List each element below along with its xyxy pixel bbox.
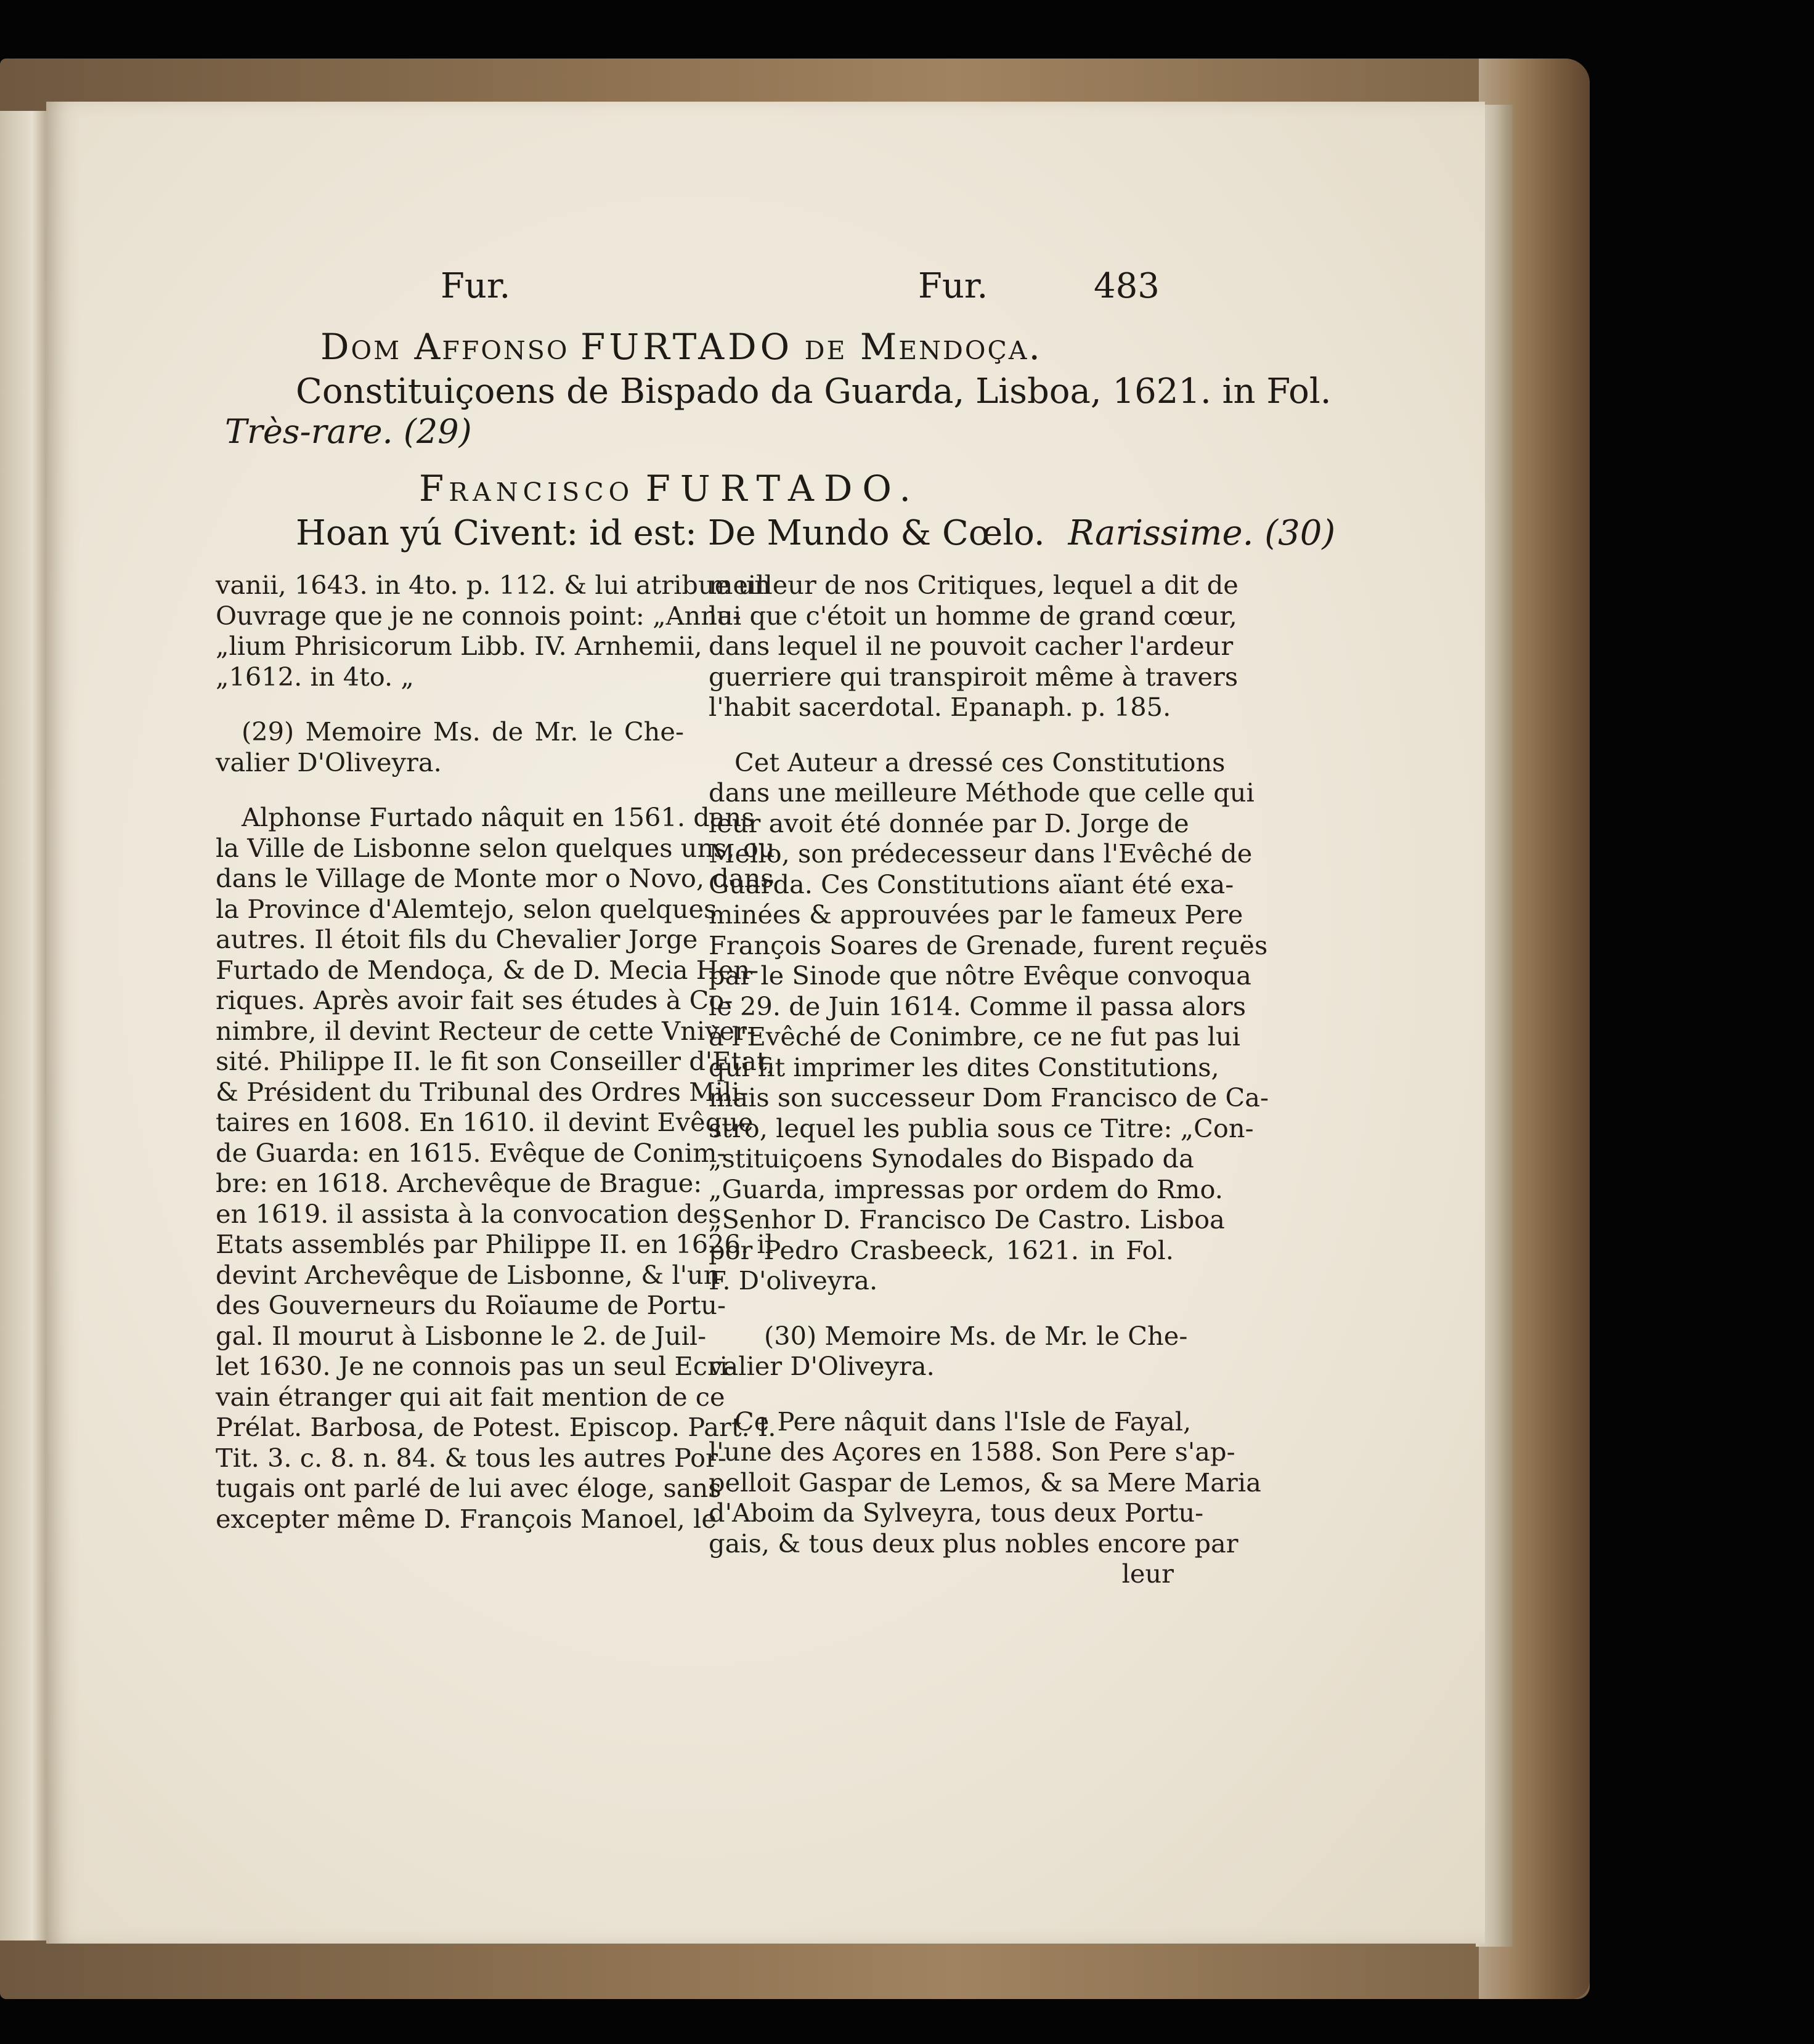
text-line: dans le Village de Monte mor o Novo, dans [216, 863, 774, 893]
text-line: Furtado de Mendoça, & de D. Mecia Hen- [216, 954, 759, 985]
text-line: dans une meilleure Méthode que celle qui [709, 777, 1255, 808]
text-line: sité. Philippe II. le fit son Conseiller d'Etat, [216, 1046, 775, 1076]
text-line: Prélat. Barbosa, de Potest. Episcop. Part. I. [216, 1412, 776, 1442]
text-line: mais son successeur Dom Francisco de Ca- [709, 1082, 1269, 1113]
text-line: Mello, son prédecesseur dans l'Evêché de [709, 838, 1253, 869]
entry2-work [296, 511, 1335, 556]
entry2-work-line: Hoan yú Civent: id est: De Mundo & Cœlo. [296, 513, 1045, 553]
text-line: vanii, 1643. in 4to. p. 112. & lui atribue un [216, 570, 771, 600]
text-line: meilleur de nos Critiques, lequel a dit de [709, 570, 1238, 600]
text-line: de Guarda: en 1615. Evêque de Conim- [216, 1137, 726, 1168]
text-line: des Gouverneurs du Roïaume de Portu- [216, 1290, 726, 1320]
text-line: Ce Pere nâquit dans l'Isle de Fayal, [734, 1406, 1192, 1437]
text-line: à l'Evêché de Conimbre, ce ne fut pas lui [709, 1021, 1240, 1052]
entry1-work-note: Très-rare. (29) [225, 412, 472, 451]
text-line: „Senhor D. Francisco De Castro. Lisboa [709, 1204, 1225, 1235]
text-line: por Pedro Crasbeeck, 1621. in Fol. [709, 1235, 1174, 1265]
catchword: leur [1121, 1559, 1174, 1589]
text-line: par le Sinode que nôtre Evêque convoqua [709, 960, 1251, 991]
text-line: autres. Il étoit fils du Chevalier Jorge [216, 924, 698, 954]
text-line: „lium Phrisicorum Libb. IV. Arnhemii, [216, 631, 702, 661]
text-line: „Guarda, impressas por ordem do Rmo. [709, 1174, 1223, 1204]
text-line: Etats assemblés par Philippe II. en 1626. il [216, 1229, 773, 1259]
text-line: l'habit sacerdotal. Epanaph. p. 185. [709, 692, 1171, 722]
page-number: 483 [1094, 266, 1160, 306]
text-line: d'Aboim da Sylveyra, tous deux Portu- [709, 1498, 1204, 1528]
text-line: gal. Il mourut à Lisbonne le 2. de Juil- [216, 1320, 707, 1351]
text-line: bre: en 1618. Archevêque de Brague: [216, 1168, 702, 1198]
text-line: pelloit Gaspar de Lemos, & sa Mere Maria [709, 1467, 1261, 1498]
footnote-30-line: (30) Memoire Ms. de Mr. le Che- [764, 1320, 1188, 1351]
text-line: Ouvrage que je ne connois point: „Anna- [216, 600, 741, 631]
entry2-title-name: FURTADO. [645, 468, 921, 509]
text-line: tugais ont parlé de lui avec éloge, sans [216, 1473, 722, 1503]
facing-page-edge [0, 111, 46, 1941]
text-line: Guarda. Ces Constitutions aïant été exa- [709, 869, 1234, 899]
text-line: riques. Après avoir fait ses études à Co- [216, 985, 733, 1015]
text-line: „stituiçoens Synodales do Bispado da [709, 1143, 1194, 1174]
text-line: en 1619. il assista à la convocation des [216, 1198, 722, 1229]
text-line: Tit. 3. c. 8. n. 84. & tous les autres Por- [216, 1442, 726, 1473]
text-line: vain étranger qui ait fait mention de ce [216, 1381, 725, 1412]
entry1-title-prefix: Dom Affonso [320, 326, 569, 368]
entry2-title [419, 465, 921, 512]
footnote-30-line: valier D'Oliveyra. [709, 1351, 935, 1381]
text-line: guerriere qui transpiroit même à travers [709, 661, 1238, 692]
text-line: leur avoit été donnée par D. Jorge de [709, 808, 1189, 838]
text-line: „1612. in 4to. „ [216, 661, 414, 692]
text-line: taires en 1608. En 1610. il devint Evêque [216, 1107, 754, 1137]
text-line: & Président du Tribunal des Ordres Mili- [216, 1076, 749, 1107]
text-line: minées & approuvées par le fameux Pere [709, 899, 1243, 930]
text-line: la Ville de Lisbonne selon quelques uns, ou [216, 832, 775, 863]
entry2-work-note: Rarissime. (30) [1068, 513, 1336, 553]
text-line: nimbre, il devint Recteur de cette Vniver- [216, 1015, 755, 1046]
entry1-title [320, 323, 1042, 370]
footnote-29-line: valier D'Oliveyra. [216, 747, 442, 777]
entry1-work-line: Constituiçoens de Bispado da Guarda, Lisboa, 1621. in Fol. [296, 371, 1332, 412]
text-line: François Soares de Grenade, furent reçuës [709, 930, 1268, 960]
footnote-29-line: (29) Memoire Ms. de Mr. le Che- [242, 716, 684, 747]
left-column [216, 570, 776, 1534]
text-line: qui fit imprimer les dites Constitutions, [709, 1052, 1219, 1082]
text-line: lui que c'étoit un homme de grand cœur, [709, 600, 1237, 631]
entry2-title-prefix: Francisco [419, 468, 635, 509]
running-head-left: Fur. [441, 266, 511, 306]
text-line: let 1630. Je ne connois pas un seul Ecri- [216, 1351, 737, 1381]
text-line: devint Archevêque de Lisbonne, & l'un [216, 1259, 720, 1290]
running-head-center: Fur. [918, 266, 988, 306]
text-line: stro, lequel les publia sous ce Titre: „Con- [709, 1113, 1254, 1143]
right-column [709, 570, 1269, 1589]
text-line: l'une des Açores en 1588. Son Pere s'ap- [709, 1437, 1235, 1467]
text-line: dans lequel il ne pouvoit cacher l'ardeur [709, 631, 1234, 661]
text-line: F. D'oliveyra. [709, 1265, 878, 1296]
entry1-title-suffix: de Mendoça. [804, 326, 1042, 368]
text-line: la Province d'Alemtejo, selon quelques [216, 893, 717, 924]
text-line: excepter même D. François Manoel, le [216, 1503, 717, 1534]
entry1-title-name: FURTADO [580, 326, 794, 368]
text-line: le 29. de Juin 1614. Comme il passa alors [709, 991, 1246, 1021]
text-line: gais, & tous deux plus nobles encore par [709, 1528, 1238, 1559]
text-line: Cet Auteur a dressé ces Constitutions [734, 747, 1226, 777]
text-line: Alphonse Furtado nâquit en 1561. dans [242, 802, 755, 832]
